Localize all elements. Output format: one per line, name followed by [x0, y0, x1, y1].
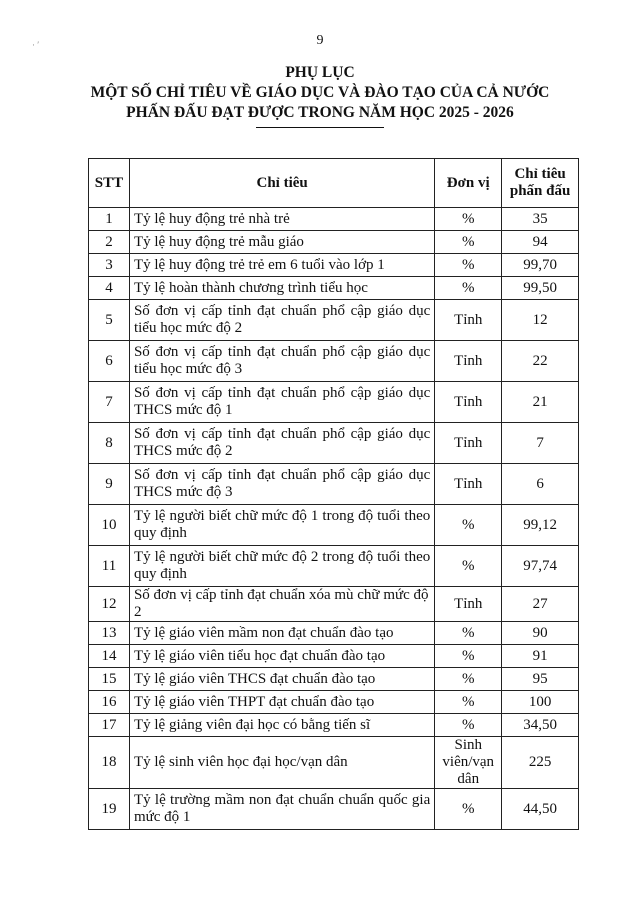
header-indicator: Chỉ tiêu: [129, 159, 434, 208]
cell-unit: %: [435, 622, 502, 645]
cell-unit: %: [435, 208, 502, 231]
cell-target: 27: [502, 587, 579, 622]
header-unit: Đơn vị: [435, 159, 502, 208]
cell-target: 99,70: [502, 254, 579, 277]
document-heading-line-1: MỘT SỐ CHỈ TIÊU VỀ GIÁO DỤC VÀ ĐÀO TẠO CỦA CẢ NƯỚC: [90, 84, 550, 101]
table-row: [89, 382, 579, 423]
header-target-line-1: Chỉ tiêu: [514, 166, 566, 182]
title-underline: [256, 127, 384, 128]
cell-target: 97,74: [502, 546, 579, 587]
cell-stt: 14: [89, 645, 130, 668]
cell-indicator: Số đơn vị cấp tỉnh đạt chuẩn phổ cập giáo dục tiểu học mức độ 2: [129, 300, 434, 341]
table-row: [89, 464, 579, 505]
cell-stt: 4: [89, 277, 130, 300]
cell-indicator: Tỷ lệ trường mầm non đạt chuẩn chuẩn quốc gia mức độ 1: [129, 789, 434, 830]
cell-target: 22: [502, 341, 579, 382]
cell-indicator: Tỷ lệ giáo viên THPT đạt chuẩn đào tạo: [129, 691, 434, 714]
title-block: [0, 63, 640, 128]
table-header-row: [89, 159, 579, 208]
cell-stt: 10: [89, 505, 130, 546]
cell-target: 21: [502, 382, 579, 423]
cell-stt: 9: [89, 464, 130, 505]
page-number: 9: [316, 33, 324, 48]
cell-stt: 2: [89, 231, 130, 254]
cell-indicator: Số đơn vị cấp tỉnh đạt chuẩn phổ cập giáo dục THCS mức độ 3: [129, 464, 434, 505]
cell-indicator: Số đơn vị cấp tỉnh đạt chuẩn xóa mù chữ mức độ 2: [129, 587, 434, 622]
header-target: [502, 159, 579, 208]
cell-target: 7: [502, 423, 579, 464]
cell-indicator: Số đơn vị cấp tỉnh đạt chuẩn phổ cập giáo dục tiểu học mức độ 3: [129, 341, 434, 382]
table-row: [89, 300, 579, 341]
cell-unit: %: [435, 505, 502, 546]
cell-unit: Tỉnh: [435, 382, 502, 423]
cell-indicator: Tỷ lệ giảng viên đại học có bằng tiến sĩ: [129, 714, 434, 737]
table-row: [89, 341, 579, 382]
cell-stt: 8: [89, 423, 130, 464]
document-heading-line-2: PHẤN ĐẤU ĐẠT ĐƯỢC TRONG NĂM HỌC 2025 - 2026: [126, 104, 514, 121]
table-row: [89, 254, 579, 277]
indicator-table: [88, 158, 579, 830]
table-row: [89, 587, 579, 622]
table-row: [89, 231, 579, 254]
cell-indicator: Tỷ lệ giáo viên mầm non đạt chuẩn đào tạo: [129, 622, 434, 645]
table-row: [89, 789, 579, 830]
table-row: [89, 505, 579, 546]
cell-unit: Tỉnh: [435, 464, 502, 505]
cell-target: 225: [502, 737, 579, 789]
cell-stt: 12: [89, 587, 130, 622]
table-row: [89, 737, 579, 789]
cell-indicator: Tỷ lệ huy động trẻ trẻ em 6 tuổi vào lớp 1: [129, 254, 434, 277]
cell-stt: 6: [89, 341, 130, 382]
cell-indicator: Tỷ lệ người biết chữ mức độ 1 trong độ tuổi theo quy định: [129, 505, 434, 546]
cell-target: 34,50: [502, 714, 579, 737]
cell-indicator: Tỷ lệ huy động trẻ nhà trẻ: [129, 208, 434, 231]
cell-stt: 18: [89, 737, 130, 789]
cell-unit: Sinh viên/vạn dân: [435, 737, 502, 789]
cell-indicator: Số đơn vị cấp tỉnh đạt chuẩn phổ cập giáo dục THCS mức độ 2: [129, 423, 434, 464]
cell-unit: Tỉnh: [435, 300, 502, 341]
cell-stt: 19: [89, 789, 130, 830]
cell-target: 95: [502, 668, 579, 691]
cell-target: 99,50: [502, 277, 579, 300]
table-row: [89, 645, 579, 668]
cell-target: 91: [502, 645, 579, 668]
cell-unit: %: [435, 231, 502, 254]
cell-stt: 17: [89, 714, 130, 737]
scan-speck: · ′: [32, 40, 40, 50]
cell-unit: %: [435, 789, 502, 830]
cell-target: 99,12: [502, 505, 579, 546]
cell-stt: 13: [89, 622, 130, 645]
table-row: [89, 668, 579, 691]
cell-target: 90: [502, 622, 579, 645]
cell-unit: Tỉnh: [435, 341, 502, 382]
cell-unit: %: [435, 645, 502, 668]
cell-unit: Tỉnh: [435, 423, 502, 464]
cell-indicator: Tỷ lệ sinh viên học đại học/vạn dân: [129, 737, 434, 789]
cell-unit: %: [435, 714, 502, 737]
cell-stt: 5: [89, 300, 130, 341]
cell-indicator: Tỷ lệ giáo viên THCS đạt chuẩn đào tạo: [129, 668, 434, 691]
cell-indicator: Số đơn vị cấp tỉnh đạt chuẩn phổ cập giáo dục THCS mức độ 1: [129, 382, 434, 423]
table-row: [89, 691, 579, 714]
cell-target: 100: [502, 691, 579, 714]
cell-stt: 3: [89, 254, 130, 277]
cell-indicator: Tỷ lệ hoàn thành chương trình tiểu học: [129, 277, 434, 300]
cell-target: 6: [502, 464, 579, 505]
cell-unit: %: [435, 254, 502, 277]
cell-indicator: Tỷ lệ giáo viên tiểu học đạt chuẩn đào tạo: [129, 645, 434, 668]
cell-stt: 7: [89, 382, 130, 423]
table-row: [89, 714, 579, 737]
header-stt: STT: [89, 159, 130, 208]
table-row: [89, 208, 579, 231]
table-row: [89, 423, 579, 464]
cell-target: 94: [502, 231, 579, 254]
cell-stt: 1: [89, 208, 130, 231]
table-row: [89, 622, 579, 645]
table-row: [89, 546, 579, 587]
cell-indicator: Tỷ lệ người biết chữ mức độ 2 trong độ tuổi theo quy định: [129, 546, 434, 587]
cell-target: 12: [502, 300, 579, 341]
cell-unit: %: [435, 277, 502, 300]
cell-unit: %: [435, 691, 502, 714]
cell-stt: 16: [89, 691, 130, 714]
cell-stt: 15: [89, 668, 130, 691]
table-row: [89, 277, 579, 300]
cell-target: 44,50: [502, 789, 579, 830]
cell-unit: %: [435, 546, 502, 587]
cell-stt: 11: [89, 546, 130, 587]
appendix-title: PHỤ LỤC: [285, 64, 355, 81]
cell-indicator: Tỷ lệ huy động trẻ mẫu giáo: [129, 231, 434, 254]
cell-unit: Tỉnh: [435, 587, 502, 622]
cell-target: 35: [502, 208, 579, 231]
header-target-line-2: phấn đấu: [509, 183, 571, 199]
cell-unit: %: [435, 668, 502, 691]
